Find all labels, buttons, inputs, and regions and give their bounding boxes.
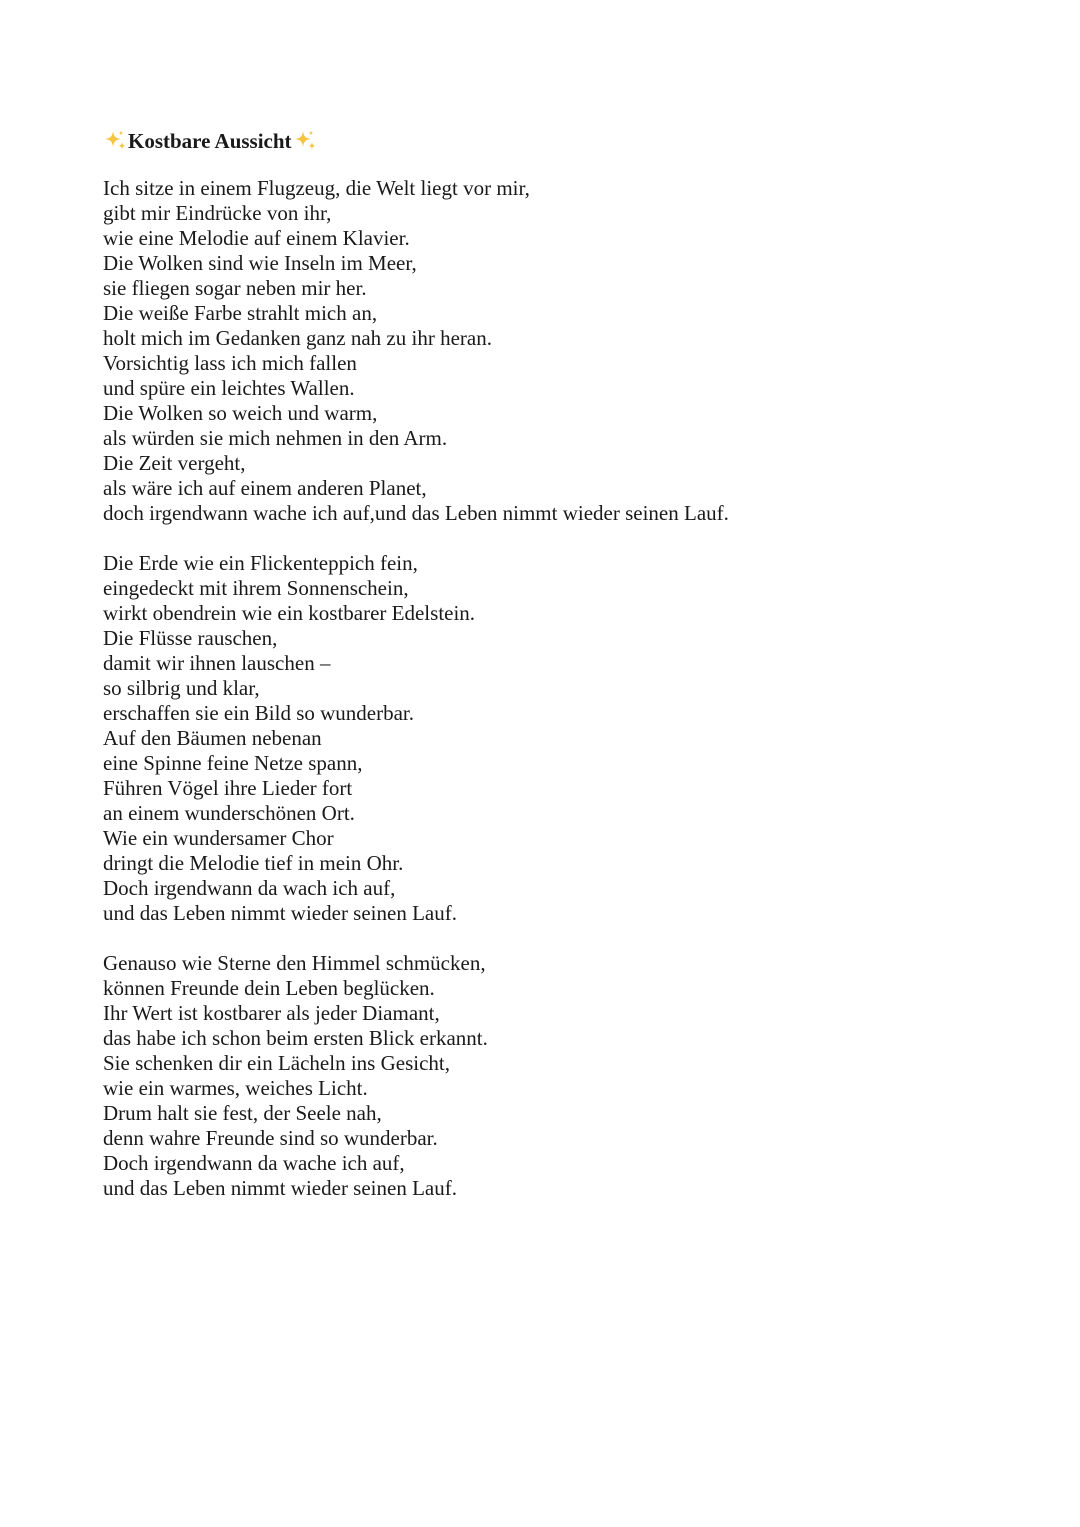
poem-line: wirkt obendrein wie ein kostbarer Edelstein. bbox=[103, 601, 476, 625]
poem-line: das habe ich schon beim ersten Blick erkannt. bbox=[103, 1026, 488, 1050]
poem-line: eine Spinne feine Netze spann, bbox=[103, 751, 363, 775]
poem-title bbox=[103, 125, 1003, 157]
poem-line: erschaffen sie ein Bild so wunderbar. bbox=[103, 701, 415, 725]
poem-line: Die Wolken so weich und warm, bbox=[103, 401, 378, 425]
poem-line: Auf den Bäumen nebenan bbox=[103, 726, 322, 750]
poem-line: damit wir ihnen lauschen – bbox=[103, 651, 331, 675]
poem-line: Die Zeit vergeht, bbox=[103, 451, 246, 475]
poem-line: Doch irgendwann da wach ich auf, bbox=[103, 876, 396, 900]
poem-line: eingedeckt mit ihrem Sonnenschein, bbox=[103, 576, 409, 600]
poem-line: Ich sitze in einem Flugzeug, die Welt liegt vor mir, bbox=[103, 176, 530, 200]
poem-line: Wie ein wundersamer Chor bbox=[103, 826, 334, 850]
poem-line: Ihr Wert ist kostbarer als jeder Diamant, bbox=[103, 1001, 440, 1025]
poem-line: Genauso wie Sterne den Himmel schmücken, bbox=[103, 951, 486, 975]
sparkles-icon bbox=[103, 129, 127, 153]
poem-line: Die Flüsse rauschen, bbox=[103, 626, 278, 650]
poem-line: Doch irgendwann da wache ich auf, bbox=[103, 1151, 405, 1175]
poem-line: Drum halt sie fest, der Seele nah, bbox=[103, 1101, 382, 1125]
poem-line: Führen Vögel ihre Lieder fort bbox=[103, 776, 353, 800]
poem-line: als wäre ich auf einem anderen Planet, bbox=[103, 476, 427, 500]
poem-line: Die Wolken sind wie Inseln im Meer, bbox=[103, 251, 417, 275]
poem-line: denn wahre Freunde sind so wunderbar. bbox=[103, 1126, 438, 1150]
poem-line: wie eine Melodie auf einem Klavier. bbox=[103, 226, 410, 250]
poem-line: so silbrig und klar, bbox=[103, 676, 260, 700]
poem-line: und spüre ein leichtes Wallen. bbox=[103, 376, 355, 400]
poem-line: Sie schenken dir ein Lächeln ins Gesicht, bbox=[103, 1051, 450, 1075]
poem-stanza-3 bbox=[103, 951, 1003, 1201]
sparkles-icon bbox=[293, 129, 317, 153]
poem-line: Die Erde wie ein Flickenteppich fein, bbox=[103, 551, 418, 575]
document-page bbox=[103, 125, 1003, 1201]
poem-line: gibt mir Eindrücke von ihr, bbox=[103, 201, 332, 225]
poem-line: und das Leben nimmt wieder seinen Lauf. bbox=[103, 1176, 457, 1200]
poem-line: holt mich im Gedanken ganz nah zu ihr heran. bbox=[103, 326, 492, 350]
poem-line: Vorsichtig lass ich mich fallen bbox=[103, 351, 357, 375]
poem-line: Die weiße Farbe strahlt mich an, bbox=[103, 301, 378, 325]
poem-stanza-2 bbox=[103, 551, 1003, 926]
poem-line: und das Leben nimmt wieder seinen Lauf. bbox=[103, 901, 457, 925]
poem-line: als würden sie mich nehmen in den Arm. bbox=[103, 426, 448, 450]
poem-line: wie ein warmes, weiches Licht. bbox=[103, 1076, 368, 1100]
poem-line: doch irgendwann wache ich auf,und das Leben nimmt wieder seinen Lauf. bbox=[103, 501, 729, 525]
poem-stanza-1 bbox=[103, 176, 1003, 526]
poem-line: sie fliegen sogar neben mir her. bbox=[103, 276, 367, 300]
poem-line: können Freunde dein Leben beglücken. bbox=[103, 976, 435, 1000]
poem-line: an einem wunderschönen Ort. bbox=[103, 801, 355, 825]
poem-line: dringt die Melodie tief in mein Ohr. bbox=[103, 851, 404, 875]
poem-title-text: Kostbare Aussicht bbox=[128, 129, 292, 153]
